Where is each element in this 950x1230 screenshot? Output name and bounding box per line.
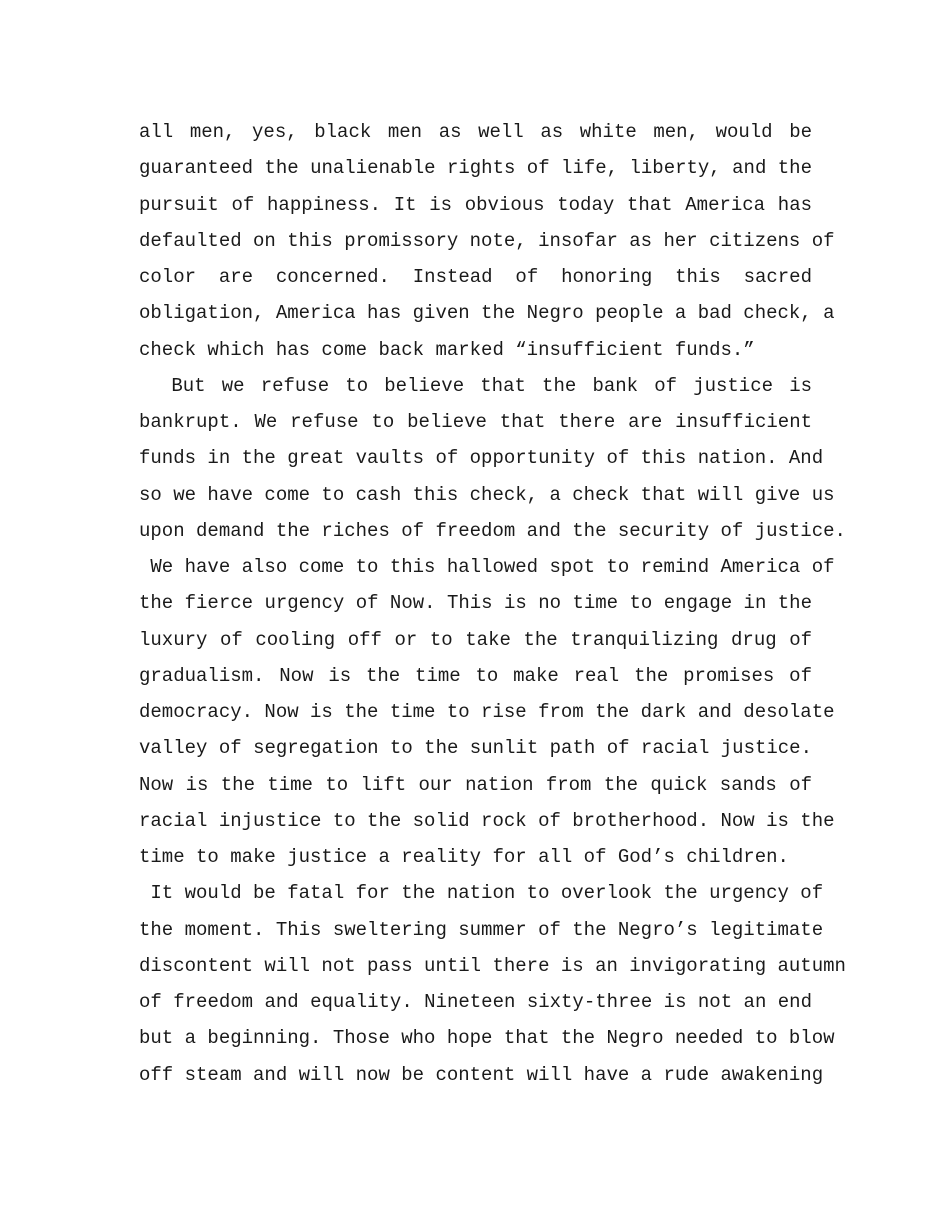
- text-line: Now is the time to lift our nation from the quick sands of: [139, 773, 812, 796]
- paragraph-end-line: check which has come back marked “insufficient funds.”: [139, 338, 755, 361]
- text-line: so we have come to cash this check, a check that will give us: [139, 483, 835, 506]
- text-line: valley of segregation to the sunlit path of racial justice.: [139, 737, 812, 760]
- body-text: [139, 114, 846, 1093]
- text-line: of freedom and equality. Nineteen sixty-three is not an end: [139, 991, 812, 1013]
- text-line: We have also come to this hallowed spot to remind America of: [139, 556, 835, 578]
- text-line: obligation, America has given the Negro people a bad check, a: [139, 302, 835, 325]
- text-line: color are concerned. Instead of honoring this sacred: [139, 266, 812, 288]
- text-line: all men, yes, black men as well as white men, would be: [139, 121, 812, 143]
- text-line: discontent will not pass until there is an invigorating autumn: [139, 954, 846, 977]
- paragraph-end-line: upon demand the riches of freedom and the security of justice.: [139, 519, 846, 542]
- text-line: gradualism. Now is the time to make real the promises of: [139, 664, 812, 687]
- text-line: the fierce urgency of Now. This is no time to engage in the: [139, 592, 812, 615]
- text-line: pursuit of happiness. It is obvious today that America has: [139, 193, 812, 216]
- text-line: It would be fatal for the nation to overlook the urgency of: [139, 882, 824, 905]
- text-line: bankrupt. We refuse to believe that there are insufficient: [139, 411, 812, 433]
- text-line: the moment. This sweltering summer of the Negro’s legitimate: [139, 918, 824, 941]
- text-line: defaulted on this promissory note, insofar as her citizens of: [139, 229, 835, 252]
- text-line: guaranteed the unalienable rights of life, liberty, and the: [139, 157, 812, 180]
- paragraph-end-line: time to make justice a reality for all of God’s children.: [139, 846, 789, 868]
- text-line: funds in the great vaults of opportunity of this nation. And: [139, 447, 824, 470]
- text-line: racial injustice to the solid rock of brotherhood. Now is the: [139, 809, 835, 832]
- text-line: democracy. Now is the time to rise from the dark and desolate: [139, 701, 835, 723]
- text-line: luxury of cooling off or to take the tranquilizing drug of: [139, 628, 812, 651]
- text-line: off steam and will now be content will have a rude awakening: [139, 1063, 824, 1086]
- text-line: but a beginning. Those who hope that the Negro needed to blow: [139, 1027, 835, 1050]
- text-line: But we refuse to believe that the bank of justice is: [139, 374, 812, 397]
